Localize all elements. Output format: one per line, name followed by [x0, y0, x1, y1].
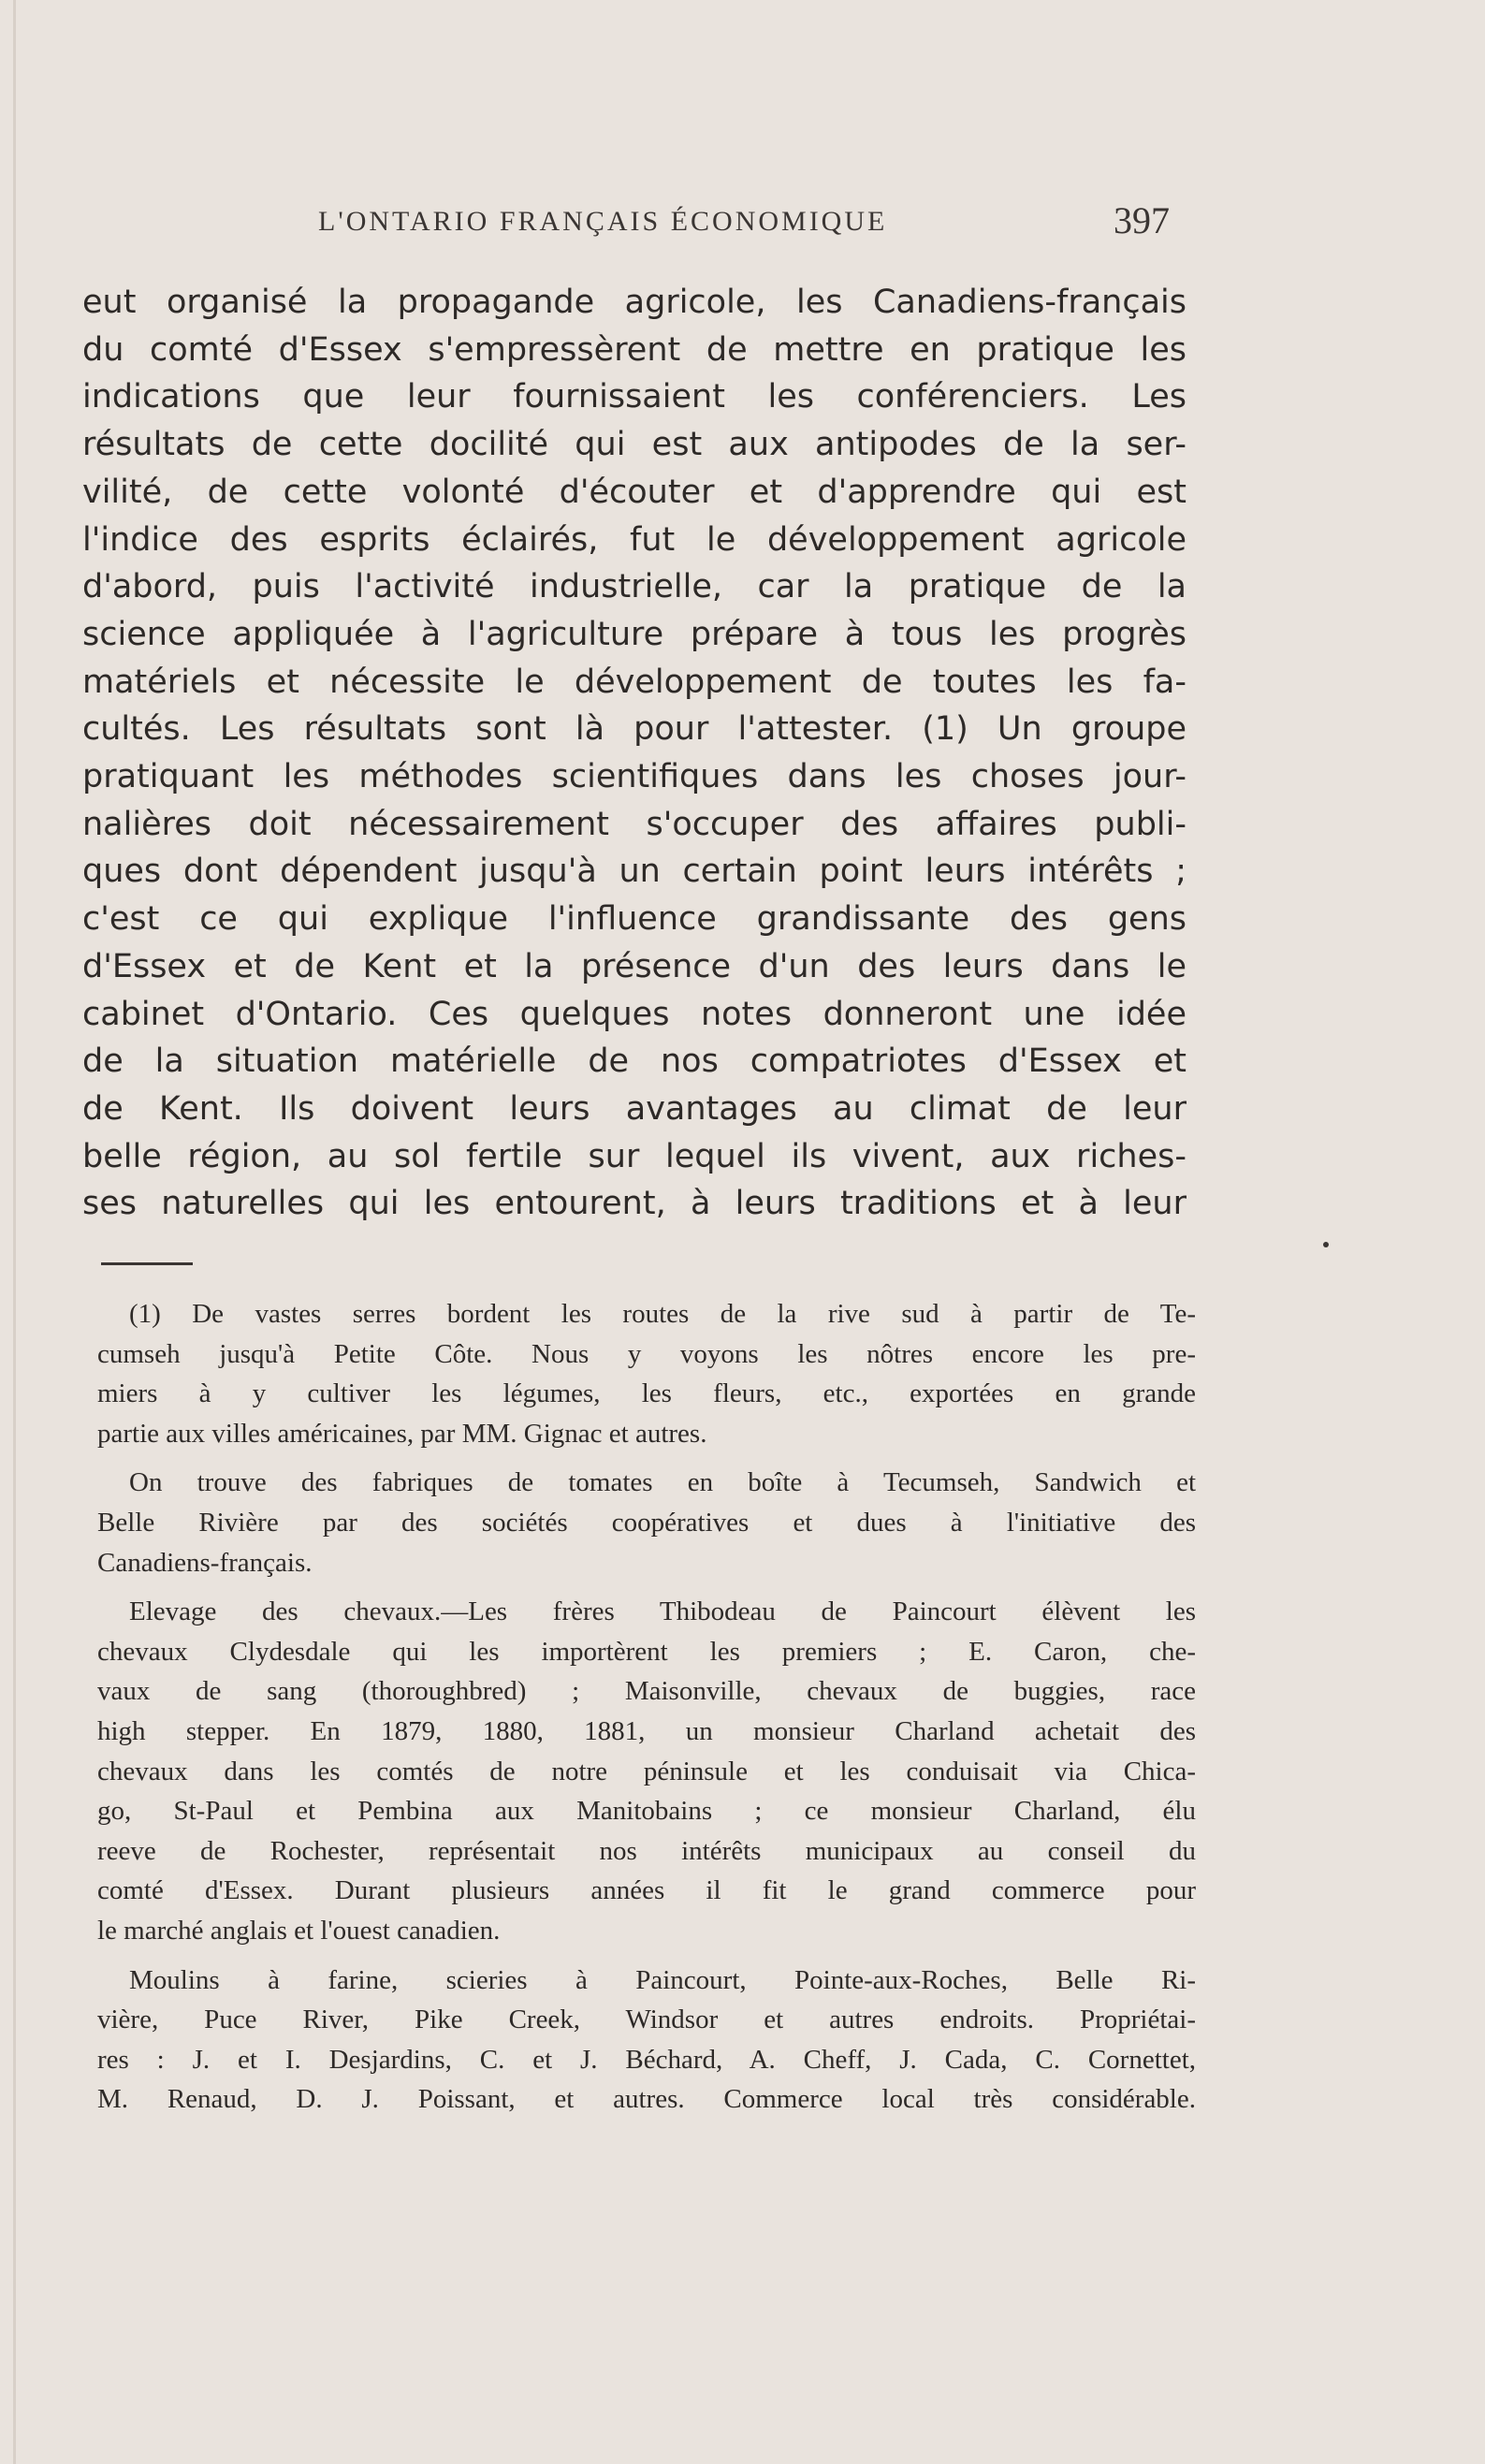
body-line: pratiquant les méthodes scientifiques dans les choses jour-	[82, 758, 1187, 796]
footnote-line: On trouve des fabriques de tomates en boîte à Tecumseh, Sandwich et	[129, 1467, 1196, 1498]
footnote-line: M. Renaud, D. J. Poissant, et autres. Commerce local très considérable.	[97, 2084, 1196, 2115]
body-line: cabinet d'Ontario. Ces quelques notes donneront une idée	[82, 995, 1187, 1033]
body-line: ses naturelles qui les entourent, à leurs traditions et à leur	[82, 1185, 1187, 1223]
body-line: c'est ce qui explique l'influence grandissante des gens	[82, 900, 1187, 939]
body-line: résultats de cette docilité qui est aux antipodes de la ser-	[82, 426, 1187, 464]
footnote-line: miers à y cultiver les légumes, les fleurs, etc., exportées en grande	[97, 1378, 1196, 1409]
footnote-line: go, St-Paul et Pembina aux Manitobains ; ce monsieur Charland, élu	[97, 1796, 1196, 1827]
body-line: science appliquée à l'agriculture prépare à tous les progrès	[82, 615, 1187, 653]
footnote-line: res : J. et I. Desjardins, C. et J. Béchard, A. Cheff, J. Cada, C. Cornettet,	[97, 2044, 1196, 2075]
body-line: d'abord, puis l'activité industrielle, car la pratique de la	[82, 568, 1187, 606]
body-line: vilité, de cette volonté d'écouter et d'apprendre qui est	[82, 473, 1187, 511]
footnote-paragraph	[97, 1592, 1196, 1950]
body-line: d'Essex et de Kent et la présence d'un des leurs dans le	[82, 947, 1187, 985]
page-number: 397	[1114, 199, 1170, 241]
footnote-paragraph	[97, 1961, 1196, 2120]
footnote-line: Moulins à farine, scieries à Paincourt, Pointe-aux-Roches, Belle Ri-	[129, 1964, 1196, 1995]
footnote-line: chevaux Clydesdale qui les importèrent les premiers ; E. Caron, che-	[97, 1636, 1196, 1667]
body-line: eut organisé la propagande agricole, les Canadiens-français	[82, 284, 1187, 321]
footnote-rule	[101, 1262, 193, 1265]
footnote-paragraph	[97, 1294, 1196, 1453]
footnote-line: Belle Rivière par des sociétés coopératives et dues à l'initiative des	[97, 1507, 1196, 1538]
footnote-line: cumseh jusqu'à Petite Côte. Nous y voyons les nôtres encore les pre-	[97, 1338, 1196, 1369]
body-line: de la situation matérielle de nos compatriotes d'Essex et	[82, 1042, 1187, 1081]
footnote-line: partie aux villes américaines, par MM. Gignac et autres.	[97, 1418, 707, 1449]
footnote-line: high stepper. En 1879, 1880, 1881, un monsieur Charland achetait des	[97, 1715, 1196, 1746]
footnote-line: Canadiens-français.	[97, 1547, 313, 1578]
body-line: ques dont dépendent jusqu'à un certain point leurs intérêts ;	[82, 853, 1187, 891]
body-line: du comté d'Essex s'empressèrent de mettre en pratique les	[82, 330, 1187, 369]
footnote-line: le marché anglais et l'ouest canadien.	[97, 1915, 501, 1946]
body-line: de Kent. Ils doivent leurs avantages au climat de leur	[82, 1089, 1187, 1128]
body-line: belle région, au sol fertile sur lequel ils vivent, aux riches-	[82, 1137, 1187, 1175]
footnote-paragraph	[97, 1463, 1196, 1582]
footnote-line: Elevage des chevaux.—Les frères Thibodeau de Paincourt élèvent les	[129, 1596, 1196, 1627]
footnote-line: vaux de sang (thoroughbred) ; Maisonville, chevaux de buggies, race	[97, 1676, 1196, 1707]
ink-speck	[1323, 1242, 1329, 1247]
body-line: cultés. Les résultats sont là pour l'attester. (1) Un groupe	[82, 710, 1187, 749]
footnote-line: vière, Puce River, Pike Creek, Windsor et autres endroits. Propriétai-	[97, 2005, 1196, 2035]
body-line: l'indice des esprits éclairés, fut le développement agricole	[82, 520, 1187, 559]
page-edge	[13, 0, 16, 2464]
body-text	[82, 279, 1187, 1228]
body-line: indications que leur fournissaient les conférenciers. Les	[82, 378, 1187, 416]
running-title: L'ONTARIO FRANÇAIS ÉCONOMIQUE	[318, 206, 888, 237]
footnote-line: (1) De vastes serres bordent les routes de la rive sud à partir de Te-	[129, 1299, 1196, 1329]
footnote-line: comté d'Essex. Durant plusieurs années il fit le grand commerce pour	[97, 1875, 1196, 1906]
footnote-line: reeve de Rochester, représentait nos intérêts municipaux au conseil du	[97, 1835, 1196, 1866]
footnotes	[97, 1294, 1196, 2129]
body-line: nalières doit nécessairement s'occuper des affaires publi-	[82, 805, 1187, 843]
running-head	[84, 198, 1170, 245]
body-line: matériels et nécessite le développement de toutes les fa-	[82, 663, 1187, 701]
footnote-line: chevaux dans les comtés de notre péninsule et les conduisait via Chica-	[97, 1756, 1196, 1786]
